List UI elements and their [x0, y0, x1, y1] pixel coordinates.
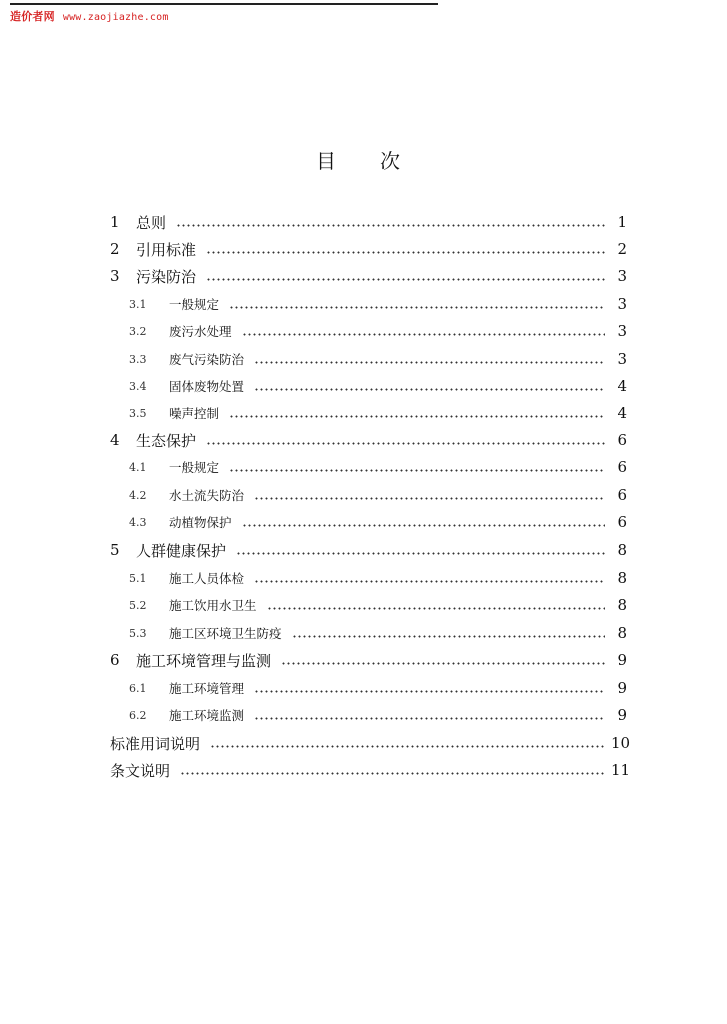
toc-label: 水土流失防治	[169, 488, 245, 503]
toc-label: 施工环境管理	[169, 681, 245, 696]
toc-page: 3	[617, 350, 627, 368]
toc-label: 废污水处理	[169, 324, 232, 339]
toc-page: 9	[617, 651, 627, 669]
toc-number: 3.5	[129, 406, 147, 420]
toc-label: 施工人员体检	[169, 571, 245, 586]
dot-leader	[254, 374, 605, 398]
toc-entry-4-2[interactable]	[110, 483, 627, 507]
toc-label: 生态保护	[136, 431, 197, 450]
dot-leader	[206, 428, 605, 452]
dot-leader	[254, 676, 605, 700]
toc-entry-6-2[interactable]	[110, 703, 627, 727]
dot-leader	[254, 703, 605, 727]
toc-entry-standard-terms[interactable]	[110, 731, 631, 755]
toc-number: 3.4	[129, 379, 147, 393]
header-rule	[10, 3, 438, 5]
dot-leader	[176, 210, 605, 234]
toc-number: 3.2	[129, 324, 147, 338]
toc-entry-3-5[interactable]	[110, 401, 627, 425]
toc-page: 8	[617, 596, 627, 614]
toc-number: 5.3	[129, 626, 147, 640]
toc-page: 9	[617, 706, 627, 724]
toc-label: 条文说明	[110, 761, 171, 780]
toc-page: 9	[617, 679, 627, 697]
toc-page: 8	[617, 541, 627, 559]
toc-number: 3	[110, 267, 120, 285]
dot-leader	[242, 510, 605, 534]
site-watermark[interactable]	[10, 8, 169, 24]
toc-label: 标准用词说明	[110, 734, 201, 753]
dot-leader	[281, 648, 605, 672]
toc-number: 6.2	[129, 708, 147, 722]
dot-leader	[206, 237, 605, 261]
dot-leader	[254, 347, 605, 371]
toc-entry-5-1[interactable]	[110, 566, 627, 590]
toc-number: 4.2	[129, 488, 147, 502]
toc-label: 施工饮用水卫生	[169, 598, 257, 613]
toc-entry-3[interactable]	[110, 264, 627, 288]
dot-leader	[292, 621, 605, 645]
toc-entry-clause-explanation[interactable]	[110, 758, 631, 782]
toc-entry-6-1[interactable]	[110, 676, 627, 700]
toc-number: 2	[110, 240, 120, 258]
toc-label: 一般规定	[169, 297, 220, 312]
toc-page: 1	[617, 213, 627, 231]
toc-page: 6	[617, 431, 627, 449]
toc-label: 污染防治	[136, 267, 197, 286]
toc-number: 6.1	[129, 681, 147, 695]
toc-number: 4.1	[129, 460, 147, 474]
toc-page: 8	[617, 624, 627, 642]
toc-number: 6	[110, 651, 120, 669]
toc-label: 施工环境监测	[169, 708, 245, 723]
dot-leader	[229, 292, 605, 316]
dot-leader	[242, 319, 605, 343]
toc-page: 6	[617, 486, 627, 504]
toc-label: 施工区环境卫生防疫	[169, 626, 282, 641]
toc-entry-5-3[interactable]	[110, 621, 627, 645]
dot-leader	[229, 455, 605, 479]
toc-page: 6	[617, 458, 627, 476]
toc-entry-2[interactable]	[110, 237, 627, 261]
toc-number: 4.3	[129, 515, 147, 529]
page-title: 目次	[316, 149, 444, 173]
toc-number: 5.1	[129, 571, 147, 585]
toc-number: 3.1	[129, 297, 147, 311]
dot-leader	[254, 566, 605, 590]
dot-leader	[180, 758, 605, 782]
toc-label: 废气污染防治	[169, 352, 245, 367]
dot-leader	[254, 483, 605, 507]
toc-page: 4	[617, 404, 627, 422]
toc-page: 10	[611, 734, 631, 752]
toc-entry-5-2[interactable]	[110, 593, 627, 617]
toc-number: 5.2	[129, 598, 147, 612]
toc-entry-3-4[interactable]	[110, 374, 627, 398]
toc-page: 3	[617, 267, 627, 285]
toc-label: 总则	[136, 213, 167, 232]
toc-entry-1[interactable]	[110, 210, 627, 234]
toc-page: 6	[617, 513, 627, 531]
dot-leader	[236, 538, 605, 562]
dot-leader	[229, 401, 605, 425]
toc-entry-4[interactable]	[110, 428, 627, 452]
toc-page: 11	[611, 761, 631, 779]
toc-entry-3-1[interactable]	[110, 292, 627, 316]
toc-entry-6[interactable]	[110, 648, 627, 672]
toc-label: 人群健康保护	[136, 541, 227, 560]
toc-entry-3-3[interactable]	[110, 347, 627, 371]
toc-page: 4	[617, 377, 627, 395]
toc-label: 固体废物处置	[169, 379, 245, 394]
toc-label: 噪声控制	[169, 406, 220, 421]
site-name: 造价者网	[10, 10, 55, 23]
toc-page: 3	[617, 322, 627, 340]
toc-number: 4	[110, 431, 120, 449]
toc-number: 5	[110, 541, 120, 559]
toc-entry-5[interactable]	[110, 538, 627, 562]
toc-page: 8	[617, 569, 627, 587]
toc-page: 3	[617, 295, 627, 313]
toc-label: 动植物保护	[169, 515, 232, 530]
dot-leader	[206, 264, 605, 288]
toc-label: 引用标准	[136, 240, 197, 259]
toc-number: 1	[110, 213, 120, 231]
site-url[interactable]: www.zaojiazhe.com	[62, 12, 169, 23]
toc-number: 3.3	[129, 352, 147, 366]
dot-leader	[210, 731, 605, 755]
dot-leader	[267, 593, 605, 617]
toc-entry-4-1[interactable]	[110, 455, 627, 479]
toc-label: 一般规定	[169, 460, 220, 475]
toc-page: 2	[617, 240, 627, 258]
toc-entry-3-2[interactable]	[110, 319, 627, 343]
toc-label: 施工环境管理与监测	[136, 651, 272, 670]
toc-entry-4-3[interactable]	[110, 510, 627, 534]
